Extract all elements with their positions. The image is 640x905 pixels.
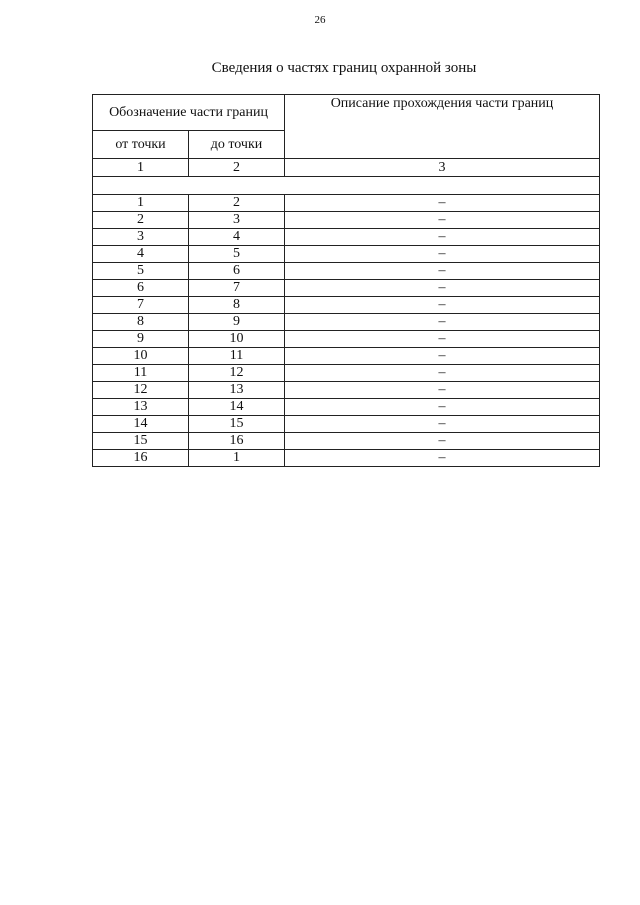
table-row (93, 297, 600, 314)
column-numbers-row (93, 159, 600, 177)
table-row (93, 416, 600, 433)
description-cell: – (285, 263, 600, 280)
description-cell: – (285, 314, 600, 331)
to-point-cell: 4 (189, 229, 285, 246)
from-point-cell: 16 (93, 450, 189, 467)
description-cell: – (285, 433, 600, 450)
from-point-cell: 15 (93, 433, 189, 450)
table-row (93, 348, 600, 365)
from-point-cell: 6 (93, 280, 189, 297)
from-point-cell: 9 (93, 331, 189, 348)
from-point-cell: 1 (93, 195, 189, 212)
table-row (93, 433, 600, 450)
to-point-cell: 1 (189, 450, 285, 467)
page-number: 26 (314, 14, 326, 26)
to-point-cell: 11 (189, 348, 285, 365)
from-point-cell: 3 (93, 229, 189, 246)
from-point-cell: 8 (93, 314, 189, 331)
empty-section-cell (93, 177, 600, 195)
to-point-cell: 16 (189, 433, 285, 450)
from-point-cell: 12 (93, 382, 189, 399)
to-point-cell: 15 (189, 416, 285, 433)
header-boundary-part-designation: Обозначение части границ (93, 95, 285, 131)
to-point-cell: 12 (189, 365, 285, 382)
table-row (93, 399, 600, 416)
table-row (93, 229, 600, 246)
empty-section-row (93, 177, 600, 195)
description-cell: – (285, 416, 600, 433)
to-point-cell: 13 (189, 382, 285, 399)
table-row (93, 280, 600, 297)
to-point-cell: 8 (189, 297, 285, 314)
description-cell: – (285, 399, 600, 416)
to-point-cell: 7 (189, 280, 285, 297)
column-number-1: 1 (93, 159, 189, 177)
table-row (93, 314, 600, 331)
description-cell: – (285, 297, 600, 314)
description-cell: – (285, 280, 600, 297)
column-number-3: 3 (285, 159, 600, 177)
table-row (93, 195, 600, 212)
column-number-2: 2 (189, 159, 285, 177)
from-point-cell: 2 (93, 212, 189, 229)
from-point-cell: 4 (93, 246, 189, 263)
description-cell: – (285, 212, 600, 229)
to-point-cell: 14 (189, 399, 285, 416)
description-cell: – (285, 331, 600, 348)
to-point-cell: 2 (189, 195, 285, 212)
description-cell: – (285, 365, 600, 382)
header-row (93, 95, 600, 131)
to-point-cell: 5 (189, 246, 285, 263)
table-row (93, 450, 600, 467)
from-point-cell: 10 (93, 348, 189, 365)
header-boundary-description: Описание прохождения части границ (285, 95, 600, 159)
header-to-point: до точки (189, 131, 285, 159)
to-point-cell: 3 (189, 212, 285, 229)
description-cell: – (285, 195, 600, 212)
to-point-cell: 6 (189, 263, 285, 280)
table-row (93, 382, 600, 399)
from-point-cell: 5 (93, 263, 189, 280)
from-point-cell: 11 (93, 365, 189, 382)
to-point-cell: 9 (189, 314, 285, 331)
table-row (93, 212, 600, 229)
header-from-point: от точки (93, 131, 189, 159)
description-cell: – (285, 246, 600, 263)
to-point-cell: 10 (189, 331, 285, 348)
description-cell: – (285, 450, 600, 467)
boundary-parts-table (92, 94, 600, 467)
table-row (93, 331, 600, 348)
document-title: Сведения о частях границ охранной зоны (211, 60, 477, 76)
from-point-cell: 13 (93, 399, 189, 416)
table-row (93, 365, 600, 382)
table-row (93, 263, 600, 280)
table-row (93, 246, 600, 263)
description-cell: – (285, 382, 600, 399)
from-point-cell: 14 (93, 416, 189, 433)
from-point-cell: 7 (93, 297, 189, 314)
description-cell: – (285, 229, 600, 246)
description-cell: – (285, 348, 600, 365)
